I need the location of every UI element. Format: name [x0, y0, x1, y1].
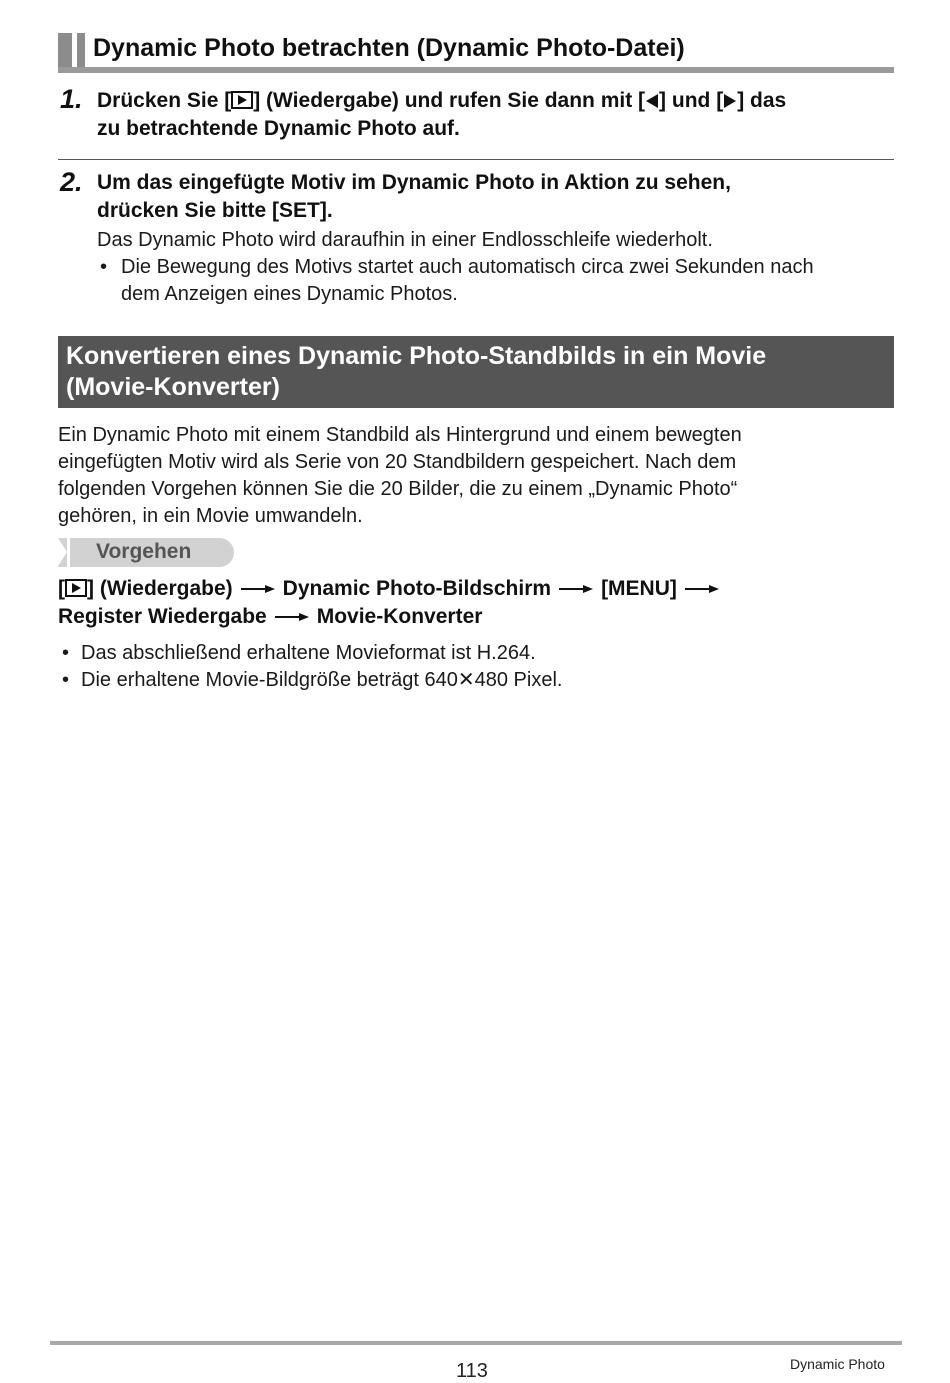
procedure-tag-stripe	[67, 538, 70, 567]
step-number: 2.	[60, 167, 83, 197]
footer-rule	[50, 1341, 902, 1345]
intro-line: Ein Dynamic Photo mit einem Standbild als Hintergrund und einem bewegten	[58, 424, 742, 446]
step-2-text: drücken Sie bitte [SET].	[97, 199, 333, 222]
step-2-result: Das Dynamic Photo wird daraufhin in einer Endlosschleife wiederholt.	[97, 229, 713, 251]
bullet-note-line: dem Anzeigen eines Dynamic Photos.	[121, 283, 458, 305]
step-2-text: Um das eingefügte Motiv im Dynamic Photo in Aktion zu sehen,	[97, 171, 731, 194]
step-1-text: Drücken Sie [	[97, 89, 232, 112]
left-triangle-icon	[645, 93, 659, 109]
right-arrow-icon	[559, 584, 593, 594]
section-title: Dynamic Photo betrachten (Dynamic Photo-Datei)	[93, 34, 685, 62]
path-text: ] (Wiedergabe)	[87, 577, 233, 600]
section-title-line: (Movie-Konverter)	[66, 373, 280, 401]
step-divider	[58, 159, 894, 160]
menu-path-line-1	[58, 575, 727, 603]
path-text: [MENU]	[601, 577, 677, 600]
play-button-icon	[231, 91, 253, 109]
heading-marker-bar	[58, 33, 72, 71]
step-1-text: ] (Wiedergabe) und rufen Sie dann mit [	[253, 89, 646, 112]
path-text: [	[58, 577, 65, 600]
right-arrow-icon	[685, 584, 719, 594]
menu-path-line-2	[58, 603, 482, 631]
heading-marker-bar	[77, 33, 85, 71]
bullet-note-line: Die Bewegung des Motivs startet auch automatisch circa zwei Sekunden nach	[121, 256, 814, 278]
procedure-tag-notch	[58, 538, 67, 566]
step-1-text: ] das	[737, 89, 787, 112]
step-2-instruction	[97, 169, 897, 225]
path-text: Register Wiedergabe	[58, 605, 267, 628]
intro-line: gehören, in ein Movie umwandeln.	[58, 505, 363, 527]
step-1-text: ] und [	[659, 89, 724, 112]
bullet-note	[121, 254, 901, 308]
right-arrow-icon	[241, 584, 275, 594]
right-arrow-icon	[275, 612, 309, 622]
bullet-mark: •	[62, 669, 70, 691]
path-text: Dynamic Photo-Bildschirm	[282, 577, 552, 600]
footer-section-name: Dynamic Photo	[790, 1356, 885, 1372]
path-text: Movie-Konverter	[316, 605, 483, 628]
intro-paragraph	[58, 422, 894, 530]
play-button-icon	[65, 579, 87, 597]
bullet-mark: •	[62, 642, 70, 664]
section-title	[66, 341, 886, 403]
bullet-note: Die erhaltene Movie-Bildgröße beträgt 640✕480 Pixel.	[81, 669, 563, 691]
intro-line: folgenden Vorgehen können Sie die 20 Bilder, die zu einem „Dynamic Photo“	[58, 478, 738, 500]
intro-line: eingefügten Motiv wird als Serie von 20 Standbildern gespeichert. Nach dem	[58, 451, 737, 473]
bullet-note: Das abschließend erhaltene Movieformat ist H.264.	[81, 642, 536, 664]
right-triangle-icon	[723, 93, 737, 109]
step-1-instruction	[97, 87, 897, 143]
step-1-text: zu betrachtende Dynamic Photo auf.	[97, 117, 460, 140]
heading-underline	[58, 67, 894, 73]
section-title-line: Konvertieren eines Dynamic Photo-Standbilds in ein Movie	[66, 342, 767, 370]
bullet-mark: •	[100, 256, 108, 278]
step-number: 1.	[60, 84, 83, 114]
page-number: 113	[456, 1360, 488, 1382]
procedure-label: Vorgehen	[96, 540, 192, 563]
